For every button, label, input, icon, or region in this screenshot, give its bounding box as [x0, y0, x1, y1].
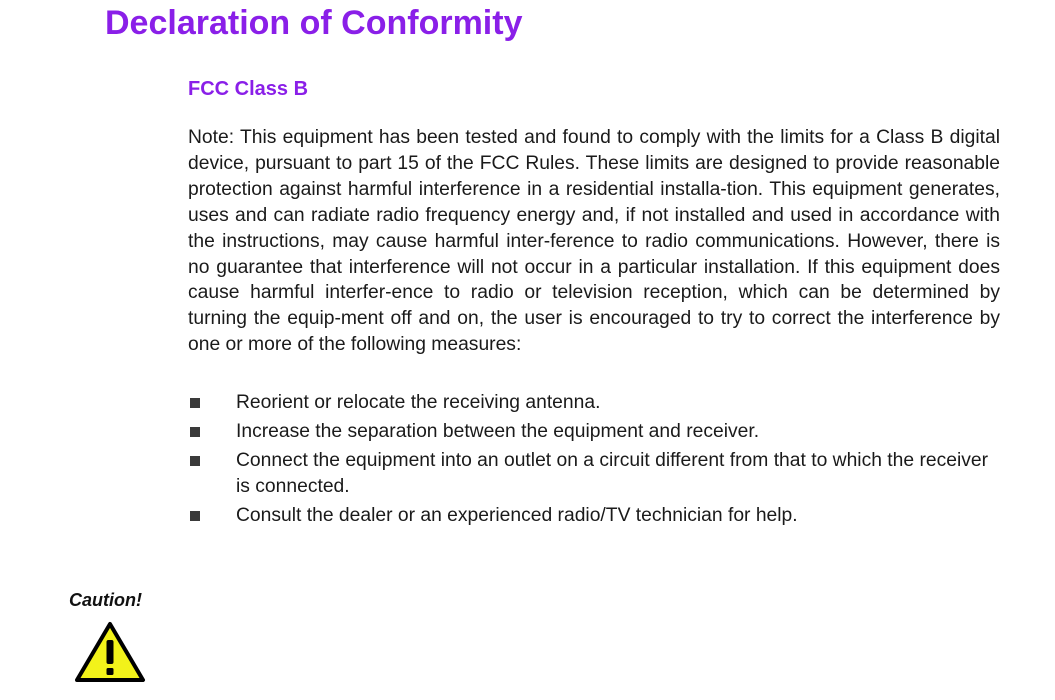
warning-triangle-icon	[74, 620, 146, 684]
section-heading: FCC Class B	[188, 78, 309, 100]
list-item	[188, 448, 1000, 500]
list-item	[188, 419, 1000, 445]
square-bullet-icon	[190, 456, 200, 466]
list-item	[188, 390, 1000, 416]
list-item-text: Increase the separation between the equipment and receiver.	[236, 420, 760, 442]
caution-label: Caution!	[69, 590, 142, 610]
list-item	[188, 503, 1000, 529]
list-item-text: Connect the equipment into an outlet on a circuit different from that to which the receiver is connected.	[236, 449, 989, 497]
square-bullet-icon	[190, 398, 200, 408]
fcc-note-paragraph: Note: This equipment has been tested and found to comply with the limits for a Class B digital device, pursuant to part 15 of the FCC Rules. These limits are designed to provide reasonable protection against harmful interference in a residential installa-tion. This equipment generates, uses and can radiate radio frequency energy and, if not installed and used in accordance with the instructions, may cause harmful inter-ference to radio communications. However, there is no guarantee that interference will not occur in a particular installation. If this equipment does cause harmful interfer-ence to radio or television reception, which can be determined by turning the equip-ment off and on, the user is encouraged to try to correct the interference by one or more of the following measures:	[188, 127, 1000, 356]
list-item-text: Reorient or relocate the receiving antenna.	[236, 392, 601, 413]
list-item-text: Consult the dealer or an experienced radio/TV technician for help.	[236, 504, 798, 526]
page-title: Declaration of Conformity	[105, 4, 523, 42]
square-bullet-icon	[190, 427, 200, 437]
square-bullet-icon	[190, 511, 200, 521]
measures-list	[188, 390, 1000, 532]
